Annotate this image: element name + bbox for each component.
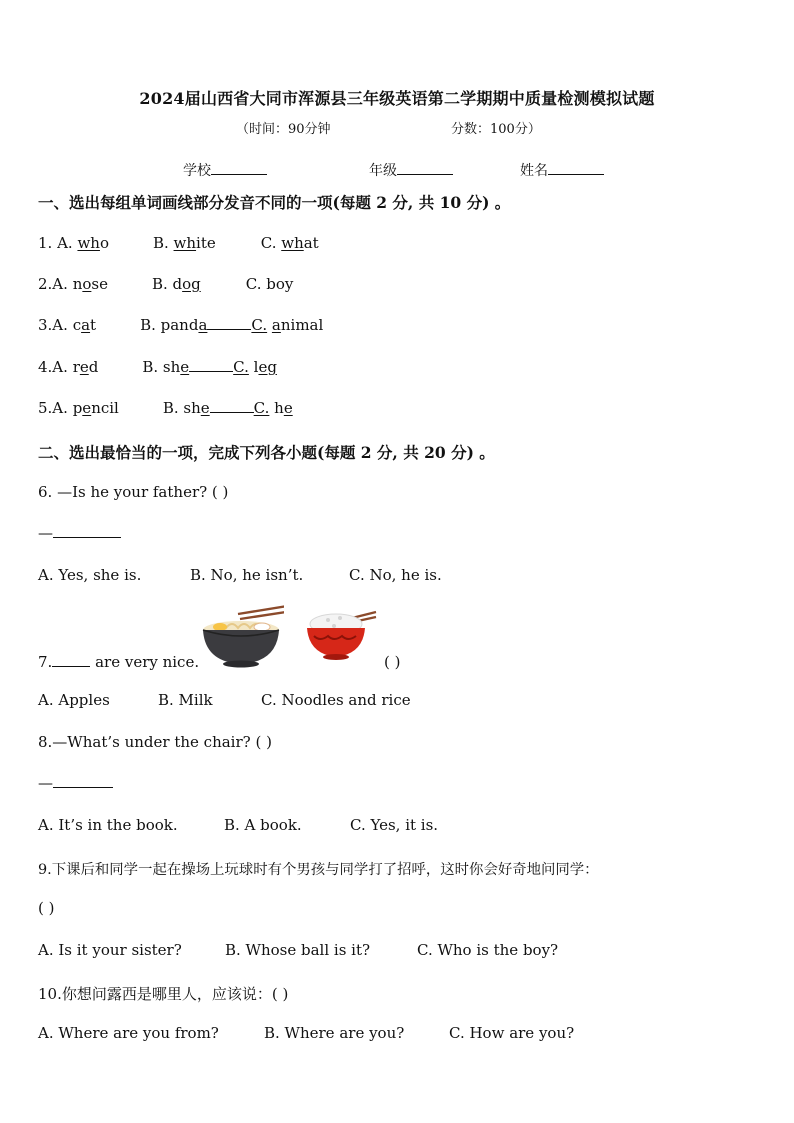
question-5: 5.A. pencil B. she C. he <box>38 399 293 417</box>
question-1: 1. A. who B. white C. what <box>38 234 319 252</box>
name-blank <box>548 173 604 175</box>
question-6-stem: 6. —Is he your father? ( ) <box>38 483 229 501</box>
grade-blank <box>397 173 453 175</box>
question-10-stem: 10.你想问露西是哪里人，应该说：( ) <box>38 985 289 1003</box>
question-9-option-c: C. Who is the boy? <box>417 941 559 959</box>
question-8-stem: 8.—What’s under the chair? ( ) <box>38 733 272 751</box>
grade-label: 年级 <box>369 163 397 179</box>
question-7-option-a: A. Apples <box>38 691 110 709</box>
rice-bowl-icon <box>300 602 380 664</box>
question-4: 4.A. red B. she C. leg <box>38 358 277 376</box>
name-field <box>520 160 604 180</box>
question-9-option-b: B. Whose ball is it? <box>225 941 371 959</box>
name-label: 姓名 <box>520 163 548 179</box>
question-8-option-c: C. Yes, it is. <box>350 816 439 834</box>
noodle-bowl-icon <box>200 600 284 670</box>
school-blank <box>211 173 267 175</box>
question-9-paren: ( ) <box>38 899 55 917</box>
school-field <box>183 160 267 180</box>
question-6-option-c: C. No, he is. <box>349 566 442 584</box>
exam-title: 2024届山西省大同市浑源县三年级英语第二学期期中质量检测模拟试题 <box>139 89 655 108</box>
question-10-option-c: C. How are you? <box>449 1024 575 1042</box>
question-10-option-b: B. Where are you? <box>264 1024 405 1042</box>
question-2: 2.A. nose B. dog C. boy <box>38 275 294 293</box>
question-9-option-a: A. Is it your sister? <box>38 941 182 959</box>
grade-field <box>369 160 453 180</box>
question-7-stem: 7. are very nice. <box>38 653 200 671</box>
question-8-option-a: A. It’s in the book. <box>38 816 178 834</box>
section2-heading: 二、选出最恰当的一项，完成下列各小题(每题 2 分, 共 20 分) 。 <box>38 443 495 462</box>
question-7-option-c: C. Noodles and rice <box>261 691 411 709</box>
school-label: 学校 <box>183 163 211 179</box>
section1-heading: 一、选出每组单词画线部分发音不同的一项(每题 2 分, 共 10 分) 。 <box>38 193 511 212</box>
answer-blank <box>53 536 121 538</box>
question-7-paren: ( ) <box>384 653 401 671</box>
question-10-option-a: A. Where are you from? <box>38 1024 219 1042</box>
question-8-answer-line: — <box>38 774 113 792</box>
question-6-option-a: A. Yes, she is. <box>38 566 142 584</box>
answer-blank <box>52 665 90 667</box>
question-9-stem: 9.下课后和同学一起在操场上玩球时有个男孩与同学打了招呼，这时你会好奇地问同学： <box>38 862 599 878</box>
question-6-answer-line: — <box>38 524 121 542</box>
question-6-option-b: B. No, he isn’t. <box>190 566 304 584</box>
answer-blank <box>53 786 113 788</box>
question-3: 3.A. cat B. panda C. animal <box>38 316 324 334</box>
exam-time: （时间：90分钟 <box>236 122 331 137</box>
exam-score: 分数：100分） <box>451 122 541 137</box>
question-8-option-b: B. A book. <box>224 816 302 834</box>
question-7-option-b: B. Milk <box>158 691 213 709</box>
